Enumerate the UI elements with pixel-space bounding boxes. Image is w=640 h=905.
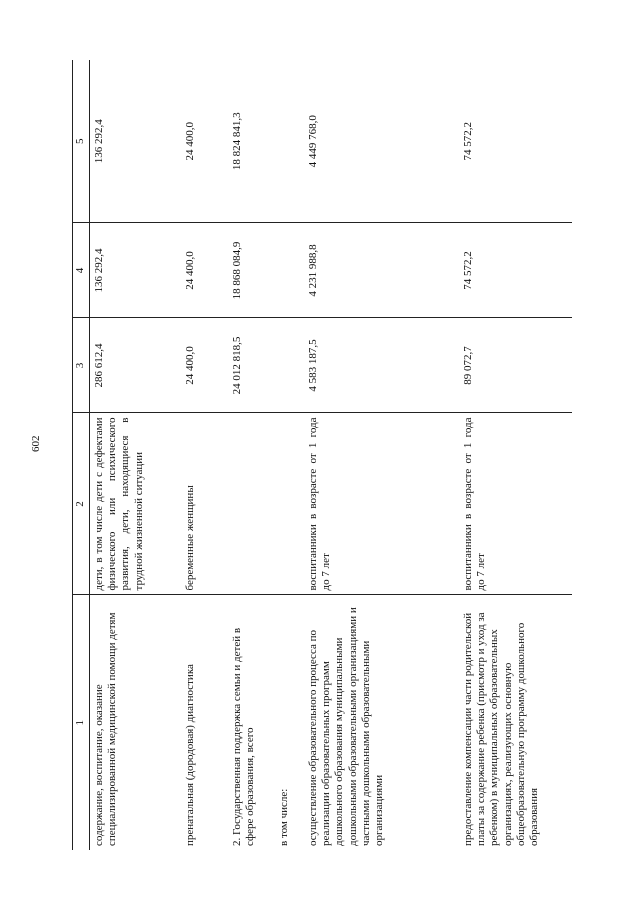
row-name-cell: содержание, воспитание, оказание специализированной медицинской помощи детям — [93, 612, 119, 846]
value-cell: 74 572,2 — [459, 60, 572, 223]
row-name-cell: пренатальная (дородовая) диагностика — [184, 664, 196, 846]
column-header: 4 — [73, 223, 90, 318]
value-cell: 24 400,0 — [181, 60, 228, 223]
recipient-cell: воспитанники в возрасте от 1 года до 7 лет — [459, 413, 572, 595]
table-row — [90, 60, 182, 850]
row-name-cell: в том числе: — [278, 788, 290, 846]
page-number: 602 — [30, 435, 42, 452]
value-cell: 74 572,2 — [459, 223, 572, 318]
column-header: 5 — [73, 60, 90, 223]
recipient-cell: воспитанники в возрасте от 1 года до 7 лет — [304, 413, 459, 595]
value-cell: 24 400,0 — [181, 223, 228, 318]
value-cell: 4 231 988,8 — [304, 223, 459, 318]
recipient-cell — [228, 413, 275, 595]
value-cell: 24 012 818,5 — [228, 318, 275, 413]
rotated-table-container — [72, 60, 552, 850]
value-cell: 4 583 187,5 — [304, 318, 459, 413]
column-header: 3 — [73, 318, 90, 413]
table-header-row — [73, 60, 90, 850]
row-name-cell: предоставление компенсации части родительской платы за содержание ребенка (присмотр и уход за ребенком) в муниципальных образовательных организациях, реализующих основную общеобразовательную программу дошкольного образования — [462, 612, 540, 846]
table-row — [304, 60, 459, 850]
column-header: 1 — [73, 595, 90, 850]
table-row — [181, 60, 228, 850]
table-row — [275, 60, 304, 850]
table-row — [228, 60, 275, 850]
recipient-cell — [275, 413, 304, 595]
row-name-cell: осуществление образовательного процесса по реализации образовательных программ дошкольного образования муниципальными дошкольными образовательными организациями и частными дошкольными образовательными организациями — [307, 607, 385, 846]
value-cell: 18 824 841,3 — [228, 60, 275, 223]
row-name-cell: 2. Государственная поддержка семьи и детей в сфере образования, всего — [231, 627, 257, 846]
recipient-cell: дети, в том числе дети с дефектами физического или психического развития, дети, находящиеся в трудной жизненной ситуации — [90, 413, 182, 595]
data-table — [72, 60, 572, 850]
recipient-cell: беременные женщины — [181, 413, 228, 595]
value-cell — [275, 318, 304, 413]
value-cell: 24 400,0 — [181, 318, 228, 413]
column-header: 2 — [73, 413, 90, 595]
value-cell: 136 292,4 — [90, 223, 182, 318]
value-cell — [275, 60, 304, 223]
value-cell: 4 449 768,0 — [304, 60, 459, 223]
value-cell — [275, 223, 304, 318]
value-cell: 89 072,7 — [459, 318, 572, 413]
value-cell: 286 612,4 — [90, 318, 182, 413]
table-row — [459, 60, 572, 850]
value-cell: 18 868 084,9 — [228, 223, 275, 318]
value-cell: 136 292,4 — [90, 60, 182, 223]
